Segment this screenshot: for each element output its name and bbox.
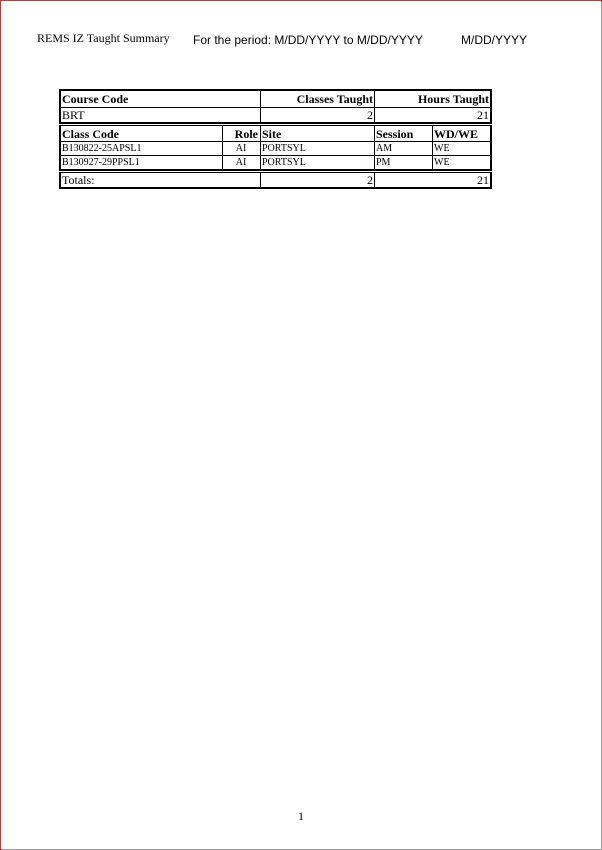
role-cell: AI xyxy=(235,157,247,168)
course-code-value: BRT xyxy=(62,108,85,122)
session-cell: AM xyxy=(376,143,393,154)
class-code-cell: B130822-25APSL1 xyxy=(62,143,142,154)
totals-label: Totals: xyxy=(62,173,95,187)
header-class-code: Class Code xyxy=(62,127,120,141)
site-cell: PORTSYL xyxy=(262,143,306,154)
report-date: M/DD/YYYY xyxy=(461,33,528,47)
totals-hours-taught: 21 xyxy=(477,173,489,187)
class-code-cell: B130927-29PPSL1 xyxy=(62,157,140,168)
header-classes-taught: Classes Taught xyxy=(296,92,373,106)
wd-we-cell: WE xyxy=(434,157,450,168)
role-cell: AI xyxy=(235,143,247,154)
page-number: 1 xyxy=(298,809,304,823)
totals-classes-taught: 2 xyxy=(367,173,373,187)
header-site: Site xyxy=(262,127,282,141)
wd-we-cell: WE xyxy=(434,143,450,154)
header-course-code: Course Code xyxy=(62,92,129,106)
session-cell: PM xyxy=(376,157,391,168)
header-hours-taught: Hours Taught xyxy=(417,92,489,106)
report-period: For the period: M/DD/YYYY to M/DD/YYYY xyxy=(193,33,423,47)
header-role: Role xyxy=(234,127,258,141)
hours-taught-value: 21 xyxy=(477,108,489,122)
classes-taught-value: 2 xyxy=(367,108,373,122)
report-title: REMS IZ Taught Summary xyxy=(37,31,170,45)
header-session: Session xyxy=(376,127,414,141)
header-wd-we: WD/WE xyxy=(434,127,479,141)
site-cell: PORTSYL xyxy=(262,157,306,168)
